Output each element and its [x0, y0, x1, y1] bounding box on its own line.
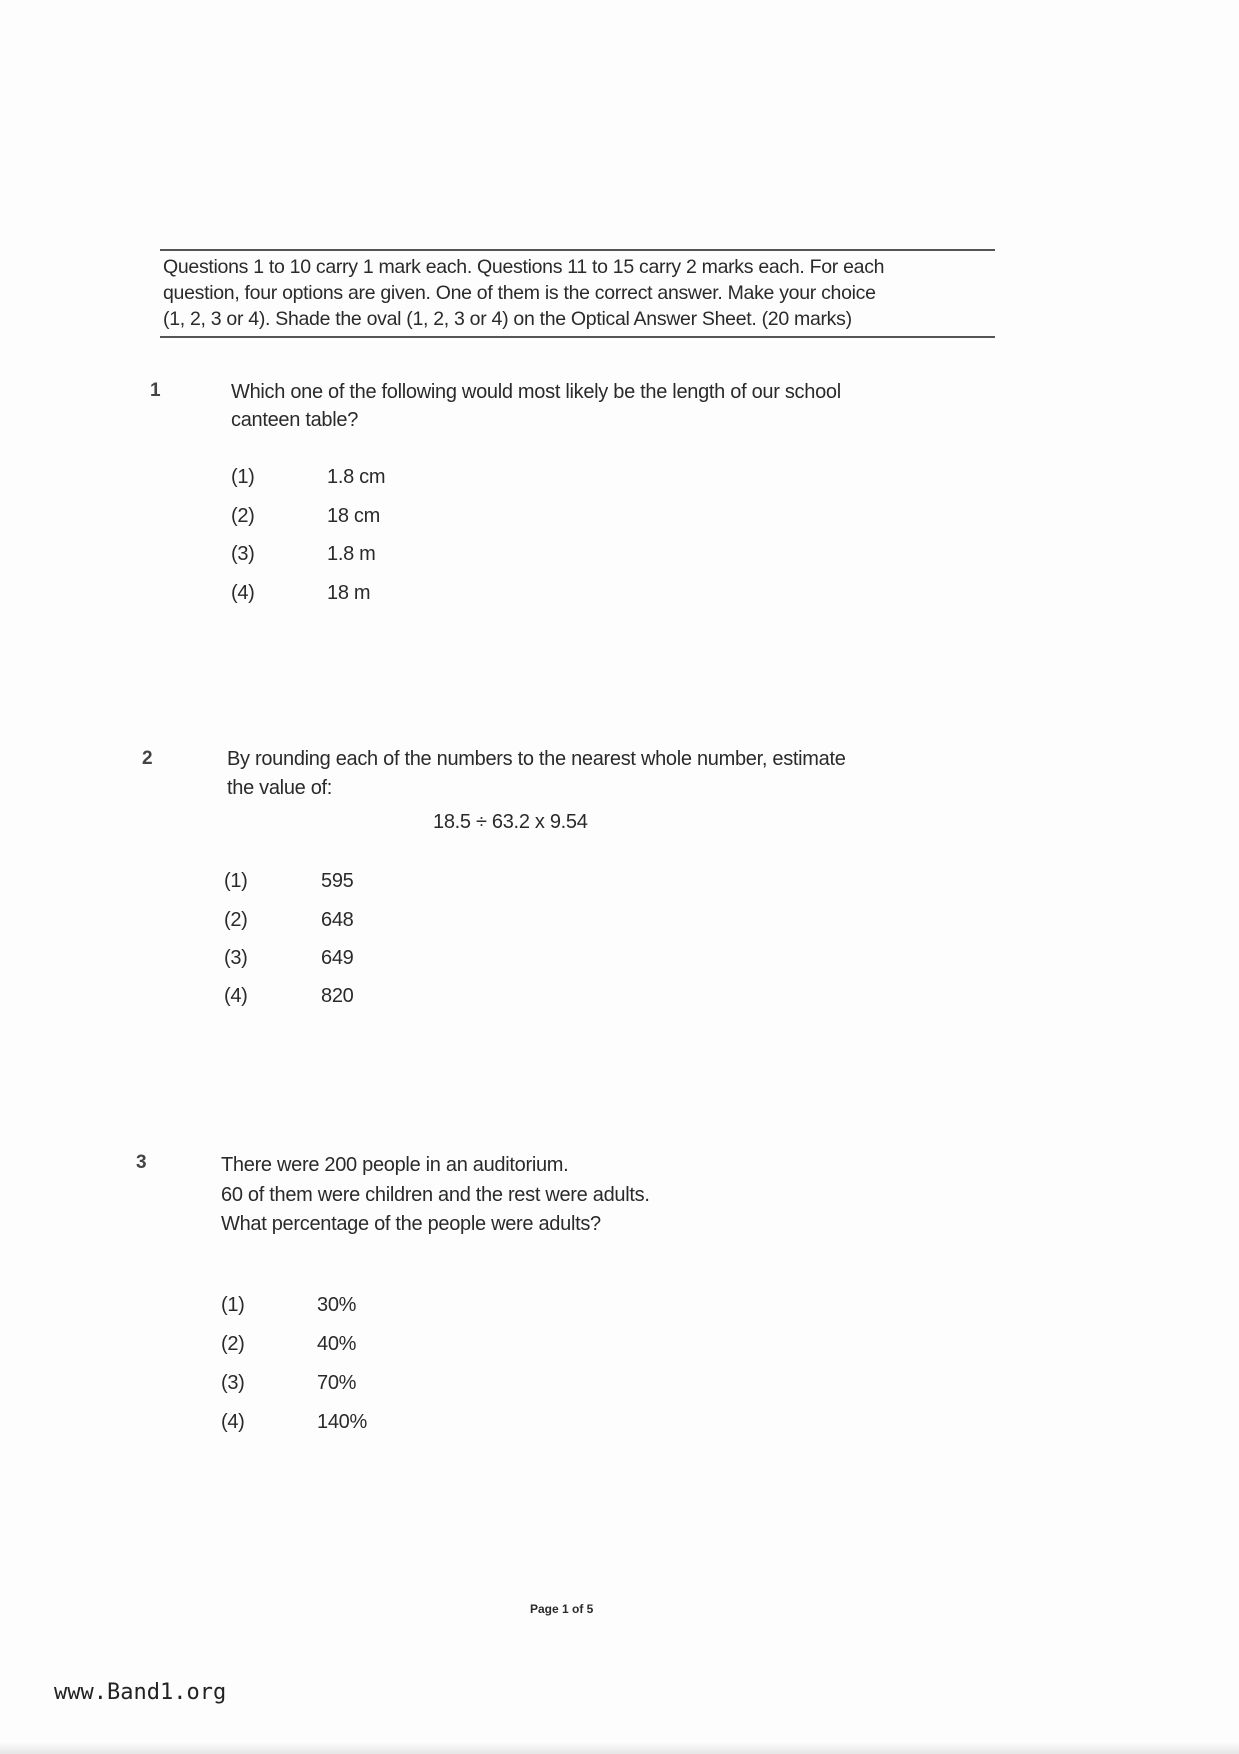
instructions-line: (1, 2, 3 or 4). Shade the oval (1, 2, 3 or 4) on the Optical Answer Sheet. (20 marks) [163, 308, 852, 330]
option-label: (3) [224, 947, 248, 969]
question-text: canteen table? [231, 409, 359, 431]
option-value: 70% [317, 1372, 357, 1394]
expression: 18.5 ÷ 63.2 x 9.54 [433, 811, 588, 833]
question-text: the value of: [227, 777, 333, 799]
option-label: (2) [221, 1333, 245, 1355]
option-label: (3) [231, 543, 255, 565]
option-value: 649 [321, 947, 354, 969]
question-text: What percentage of the people were adults? [221, 1213, 601, 1235]
question-text: Which one of the following would most likely be the length of our school [231, 381, 841, 403]
question-number: 2 [142, 748, 153, 769]
option-value: 40% [317, 1333, 357, 1355]
option-label: (4) [224, 985, 248, 1007]
option-label: (2) [231, 505, 255, 527]
option-value: 648 [321, 909, 354, 931]
option-value: 18 cm [327, 505, 380, 527]
option-label: (4) [231, 582, 255, 604]
question-text: 60 of them were children and the rest were adults. [221, 1184, 650, 1206]
question-number: 3 [136, 1152, 147, 1173]
page-number: Page 1 of 5 [530, 1602, 594, 1616]
option-label: (2) [224, 909, 248, 931]
question-text: By rounding each of the numbers to the nearest whole number, estimate [227, 748, 846, 770]
option-value: 1.8 m [327, 543, 376, 565]
option-label: (1) [231, 466, 255, 488]
option-label: (1) [221, 1294, 245, 1316]
option-value: 18 m [327, 582, 371, 604]
instructions-line: Questions 1 to 10 carry 1 mark each. Questions 11 to 15 carry 2 marks each. For each [163, 256, 885, 278]
option-value: 30% [317, 1294, 357, 1316]
option-value: 820 [321, 985, 354, 1007]
option-label: (1) [224, 870, 248, 892]
option-label: (3) [221, 1372, 245, 1394]
option-value: 595 [321, 870, 354, 892]
instructions-line: question, four options are given. One of them is the correct answer. Make your choice [163, 282, 876, 304]
watermark-link[interactable]: www.Band1.org [54, 1680, 227, 1705]
option-label: (4) [221, 1411, 245, 1433]
instructions-box [160, 249, 995, 338]
option-value: 140% [317, 1411, 367, 1433]
option-value: 1.8 cm [327, 466, 386, 488]
question-text: There were 200 people in an auditorium. [221, 1154, 569, 1176]
scan-edge [0, 1742, 1239, 1754]
question-number: 1 [150, 380, 161, 401]
